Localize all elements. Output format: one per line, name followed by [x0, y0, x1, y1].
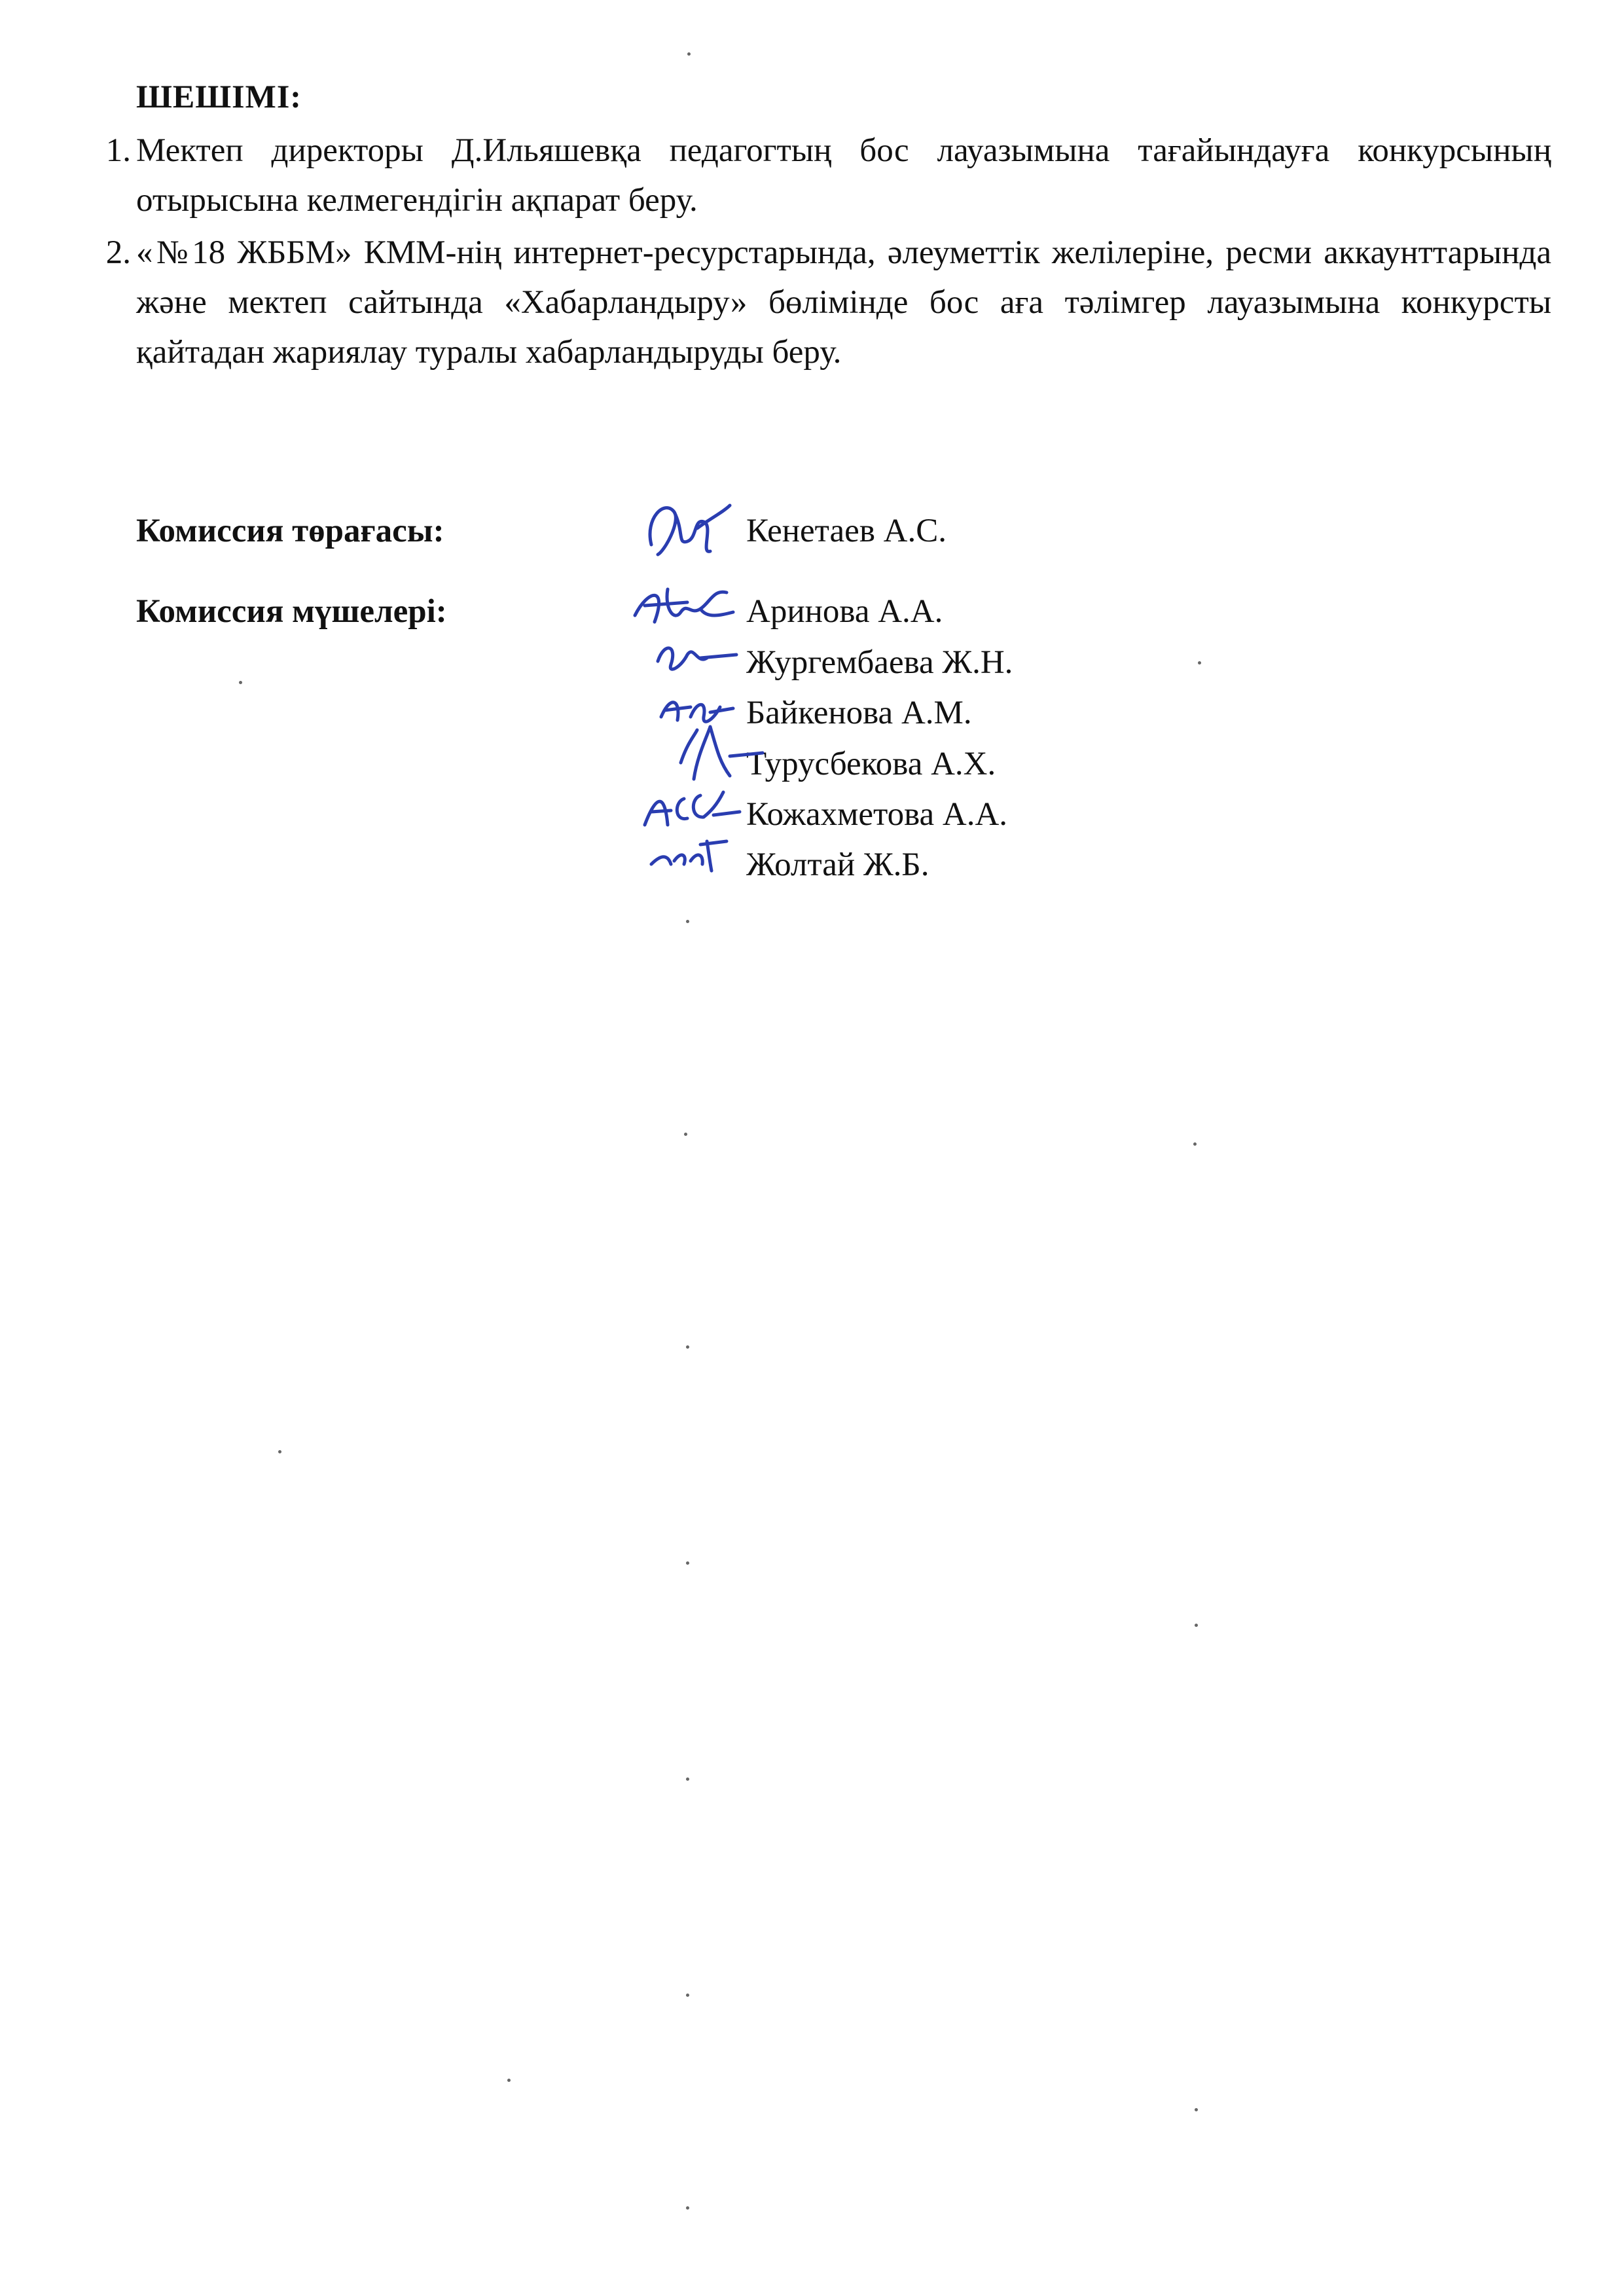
scan-speck [507, 2079, 511, 2082]
scan-speck [1193, 1142, 1197, 1146]
commission-member-name: Турусбекова А.Х. [746, 746, 996, 782]
decision-item-number: 1. [105, 132, 131, 169]
member-signature [648, 629, 740, 681]
scan-speck [1198, 661, 1201, 665]
commission-members-label: Комиссия мүшелері: [136, 593, 447, 630]
decision-list [79, 126, 1551, 380]
scan-speck [686, 1777, 689, 1781]
decision-item [79, 228, 1551, 377]
decision-item-text: Мектеп директоры Д.Ильяшевқа педагогтың бос лауазымына тағайындауға конкурсының отырысына келмегендігін ақпарат беру. [136, 132, 1551, 219]
scan-speck [1195, 1624, 1198, 1627]
scan-speck [686, 1994, 689, 1997]
scan-speck [686, 1345, 689, 1349]
chair-signature [638, 492, 736, 564]
scan-speck [684, 1133, 687, 1136]
member-signature [645, 828, 736, 881]
commission-member-name: Аринова А.А. [746, 593, 943, 630]
decision-heading: ШЕШІМІ: [136, 78, 302, 115]
decision-item-number: 2. [105, 234, 131, 271]
scan-speck [686, 1561, 689, 1565]
member-signature [628, 576, 740, 635]
scan-speck [686, 920, 689, 923]
commission-member-name: Кожахметова А.А. [746, 796, 1008, 833]
commission-chair-label: Комиссия төрағасы: [136, 513, 444, 549]
decision-item-text: «№18 ЖББМ» КММ-нің интернет-ресурстарында, әлеуметтік желілеріне, ресми аккаунттарында және мектеп сайтында «Хабарландыру» бөлімінде бос аға тәлімгер лауазымына конкурсты қайтадан жариялау туралы хабарландыруды беру. [136, 234, 1551, 371]
scan-speck [278, 1450, 281, 1453]
commission-member-name: Жургембаева Ж.Н. [746, 644, 1013, 681]
scan-speck [1195, 2108, 1198, 2111]
decision-item [79, 126, 1551, 225]
scan-speck [687, 52, 691, 56]
commission-member-name: Байкенова А.М. [746, 695, 972, 731]
scan-speck [686, 2206, 689, 2210]
member-signature [668, 717, 766, 789]
commission-chair-name: Кенетаев А.С. [746, 513, 947, 549]
commission-member-name: Жолтай Ж.Б. [746, 847, 929, 883]
scan-speck [239, 681, 242, 684]
